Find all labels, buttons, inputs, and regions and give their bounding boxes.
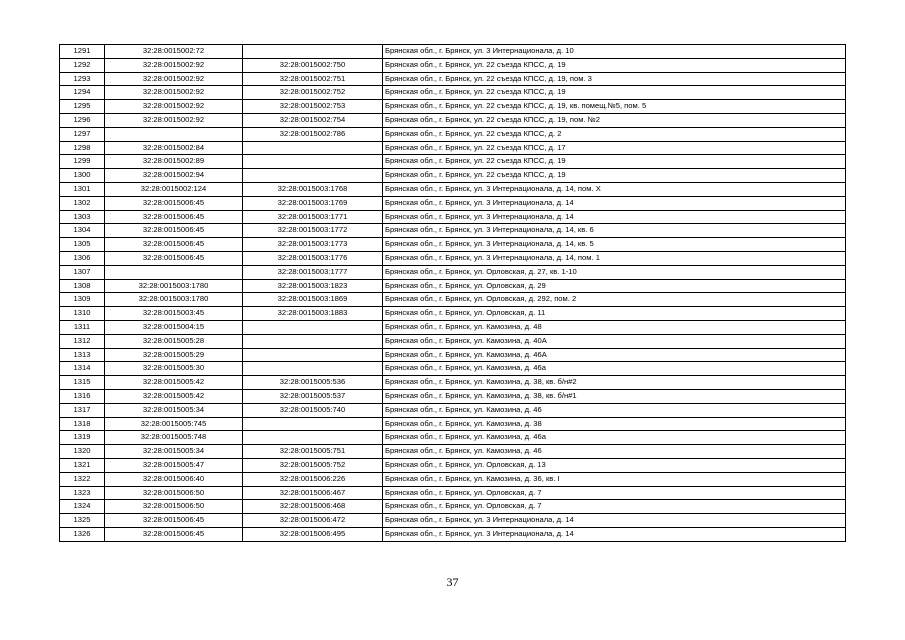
address-cell: Брянская обл., г. Брянск, ул. 3 Интернационала, д. 14, пом. X [383, 182, 846, 196]
cadastral-object-cell: 32:28:0015003:1768 [243, 182, 383, 196]
row-number-cell: 1324 [60, 500, 105, 514]
cadastral-object-cell [243, 320, 383, 334]
cadastral-parcel-cell: 32:28:0015003:1780 [105, 279, 243, 293]
table-row [60, 445, 846, 459]
cadastral-object-cell: 32:28:0015003:1869 [243, 293, 383, 307]
cadastral-object-cell: 32:28:0015006:472 [243, 514, 383, 528]
cadastral-object-cell: 32:28:0015003:1823 [243, 279, 383, 293]
row-number-cell: 1306 [60, 251, 105, 265]
table-row [60, 155, 846, 169]
cadastral-parcel-cell [105, 265, 243, 279]
cadastral-object-cell: 32:28:0015003:1771 [243, 210, 383, 224]
row-number-cell: 1302 [60, 196, 105, 210]
table-row [60, 238, 846, 252]
row-number-cell: 1293 [60, 72, 105, 86]
cadastral-object-cell [243, 169, 383, 183]
cadastral-parcel-cell: 32:28:0015002:92 [105, 86, 243, 100]
address-cell: Брянская обл., г. Брянск, ул. Орловская, д. 292, пом. 2 [383, 293, 846, 307]
cadastral-object-cell [243, 362, 383, 376]
table-row [60, 320, 846, 334]
table-row [60, 169, 846, 183]
address-cell: Брянская обл., г. Брянск, ул. Камозина, д. 46а [383, 362, 846, 376]
address-cell: Брянская обл., г. Брянск, ул. Камозина, д. 36, кв. I [383, 472, 846, 486]
address-cell: Брянская обл., г. Брянск, ул. Камозина, д. 46А [383, 348, 846, 362]
cadastral-object-cell: 32:28:0015003:1769 [243, 196, 383, 210]
table-row [60, 127, 846, 141]
row-number-cell: 1308 [60, 279, 105, 293]
cadastral-parcel-cell: 32:28:0015006:45 [105, 238, 243, 252]
registry-table-body [60, 45, 846, 542]
table-row [60, 113, 846, 127]
cadastral-parcel-cell: 32:28:0015005:42 [105, 389, 243, 403]
cadastral-object-cell: 32:28:0015002:786 [243, 127, 383, 141]
row-number-cell: 1321 [60, 458, 105, 472]
cadastral-object-cell: 32:28:0015006:495 [243, 527, 383, 541]
table-row [60, 403, 846, 417]
row-number-cell: 1312 [60, 334, 105, 348]
address-cell: Брянская обл., г. Брянск, ул. 3 Интернационала, д. 14 [383, 210, 846, 224]
cadastral-object-cell: 32:28:0015003:1776 [243, 251, 383, 265]
cadastral-object-cell: 32:28:0015003:1777 [243, 265, 383, 279]
address-cell: Брянская обл., г. Брянск, ул. 3 Интернационала, д. 10 [383, 45, 846, 59]
cadastral-parcel-cell: 32:28:0015005:34 [105, 445, 243, 459]
table-row [60, 251, 846, 265]
cadastral-parcel-cell: 32:28:0015006:45 [105, 514, 243, 528]
cadastral-object-cell: 32:28:0015006:226 [243, 472, 383, 486]
address-cell: Брянская обл., г. Брянск, ул. 22 съезда КПСС, д. 2 [383, 127, 846, 141]
cadastral-parcel-cell: 32:28:0015005:29 [105, 348, 243, 362]
row-number-cell: 1294 [60, 86, 105, 100]
cadastral-parcel-cell: 32:28:0015006:50 [105, 500, 243, 514]
table-row [60, 182, 846, 196]
cadastral-parcel-cell: 32:28:0015002:94 [105, 169, 243, 183]
address-cell: Брянская обл., г. Брянск, ул. Орловская, д. 11 [383, 307, 846, 321]
address-cell: Брянская обл., г. Брянск, ул. Камозина, д. 48 [383, 320, 846, 334]
cadastral-parcel-cell: 32:28:0015004:15 [105, 320, 243, 334]
cadastral-parcel-cell: 32:28:0015006:50 [105, 486, 243, 500]
cadastral-parcel-cell: 32:28:0015006:45 [105, 210, 243, 224]
address-cell: Брянская обл., г. Брянск, ул. 3 Интернационала, д. 14, пом. 1 [383, 251, 846, 265]
address-cell: Брянская обл., г. Брянск, ул. 22 съезда КПСС, д. 19 [383, 58, 846, 72]
cadastral-object-cell [243, 334, 383, 348]
address-cell: Брянская обл., г. Брянск, ул. 3 Интернационала, д. 14, кв. 5 [383, 238, 846, 252]
table-row [60, 210, 846, 224]
address-cell: Брянская обл., г. Брянск, ул. Камозина, д. 46а [383, 431, 846, 445]
address-cell: Брянская обл., г. Брянск, ул. 3 Интернационала, д. 14 [383, 527, 846, 541]
row-number-cell: 1319 [60, 431, 105, 445]
cadastral-object-cell [243, 45, 383, 59]
cadastral-object-cell: 32:28:0015005:752 [243, 458, 383, 472]
table-row [60, 293, 846, 307]
cadastral-parcel-cell: 32:28:0015006:45 [105, 527, 243, 541]
table-row [60, 500, 846, 514]
cadastral-parcel-cell: 32:28:0015002:92 [105, 72, 243, 86]
row-number-cell: 1304 [60, 224, 105, 238]
address-cell: Брянская обл., г. Брянск, ул. 22 съезда КПСС, д. 19 [383, 155, 846, 169]
table-row [60, 279, 846, 293]
table-row [60, 472, 846, 486]
row-number-cell: 1297 [60, 127, 105, 141]
table-row [60, 431, 846, 445]
registry-table [59, 44, 846, 542]
address-cell: Брянская обл., г. Брянск, ул. Камозина, д. 40А [383, 334, 846, 348]
cadastral-parcel-cell: 32:28:0015005:745 [105, 417, 243, 431]
table-row [60, 265, 846, 279]
row-number-cell: 1299 [60, 155, 105, 169]
row-number-cell: 1320 [60, 445, 105, 459]
table-row [60, 334, 846, 348]
cadastral-object-cell: 32:28:0015006:468 [243, 500, 383, 514]
table-row [60, 141, 846, 155]
cadastral-object-cell [243, 141, 383, 155]
address-cell: Брянская обл., г. Брянск, ул. Камозина, д. 38, кв. б/н#1 [383, 389, 846, 403]
cadastral-parcel-cell [105, 127, 243, 141]
cadastral-parcel-cell: 32:28:0015005:47 [105, 458, 243, 472]
row-number-cell: 1322 [60, 472, 105, 486]
cadastral-object-cell: 32:28:0015002:750 [243, 58, 383, 72]
row-number-cell: 1315 [60, 376, 105, 390]
cadastral-object-cell: 32:28:0015005:751 [243, 445, 383, 459]
cadastral-parcel-cell: 32:28:0015002:92 [105, 58, 243, 72]
cadastral-object-cell: 32:28:0015003:1772 [243, 224, 383, 238]
address-cell: Брянская обл., г. Брянск, ул. 22 съезда КПСС, д. 19, кв. помещ.№5, пом. 5 [383, 100, 846, 114]
cadastral-parcel-cell: 32:28:0015006:45 [105, 251, 243, 265]
cadastral-parcel-cell: 32:28:0015002:89 [105, 155, 243, 169]
row-number-cell: 1300 [60, 169, 105, 183]
row-number-cell: 1295 [60, 100, 105, 114]
address-cell: Брянская обл., г. Брянск, ул. Орловская, д. 13 [383, 458, 846, 472]
cadastral-parcel-cell: 32:28:0015002:72 [105, 45, 243, 59]
cadastral-object-cell [243, 348, 383, 362]
row-number-cell: 1323 [60, 486, 105, 500]
cadastral-object-cell: 32:28:0015005:740 [243, 403, 383, 417]
row-number-cell: 1303 [60, 210, 105, 224]
row-number-cell: 1326 [60, 527, 105, 541]
address-cell: Брянская обл., г. Брянск, ул. 3 Интернационала, д. 14 [383, 514, 846, 528]
row-number-cell: 1307 [60, 265, 105, 279]
row-number-cell: 1291 [60, 45, 105, 59]
row-number-cell: 1311 [60, 320, 105, 334]
address-cell: Брянская обл., г. Брянск, ул. 22 съезда КПСС, д. 19, пом. 3 [383, 72, 846, 86]
address-cell: Брянская обл., г. Брянск, ул. 3 Интернационала, д. 14, кв. 6 [383, 224, 846, 238]
address-cell: Брянская обл., г. Брянск, ул. Камозина, д. 38 [383, 417, 846, 431]
table-row [60, 486, 846, 500]
table-row [60, 196, 846, 210]
table-row [60, 224, 846, 238]
cadastral-parcel-cell: 32:28:0015006:45 [105, 224, 243, 238]
table-row [60, 458, 846, 472]
table-row [60, 376, 846, 390]
cadastral-object-cell [243, 155, 383, 169]
cadastral-parcel-cell: 32:28:0015002:124 [105, 182, 243, 196]
address-cell: Брянская обл., г. Брянск, ул. Камозина, д. 46 [383, 445, 846, 459]
cadastral-parcel-cell: 32:28:0015002:92 [105, 100, 243, 114]
table-row [60, 348, 846, 362]
cadastral-parcel-cell: 32:28:0015002:84 [105, 141, 243, 155]
table-row [60, 72, 846, 86]
row-number-cell: 1316 [60, 389, 105, 403]
table-row [60, 45, 846, 59]
address-cell: Брянская обл., г. Брянск, ул. 22 съезда КПСС, д. 19 [383, 169, 846, 183]
cadastral-parcel-cell: 32:28:0015005:34 [105, 403, 243, 417]
address-cell: Брянская обл., г. Брянск, ул. Орловская, д. 29 [383, 279, 846, 293]
row-number-cell: 1314 [60, 362, 105, 376]
address-cell: Брянская обл., г. Брянск, ул. Орловская, д. 27, кв. 1-10 [383, 265, 846, 279]
table-row [60, 527, 846, 541]
address-cell: Брянская обл., г. Брянск, ул. 3 Интернационала, д. 14 [383, 196, 846, 210]
address-cell: Брянская обл., г. Брянск, ул. Камозина, д. 46 [383, 403, 846, 417]
table-row [60, 514, 846, 528]
cadastral-object-cell: 32:28:0015005:536 [243, 376, 383, 390]
cadastral-object-cell: 32:28:0015002:752 [243, 86, 383, 100]
page-number: 37 [446, 575, 459, 589]
cadastral-object-cell: 32:28:0015006:467 [243, 486, 383, 500]
table-row [60, 100, 846, 114]
row-number-cell: 1296 [60, 113, 105, 127]
row-number-cell: 1318 [60, 417, 105, 431]
table-row [60, 362, 846, 376]
cadastral-parcel-cell: 32:28:0015005:30 [105, 362, 243, 376]
cadastral-parcel-cell: 32:28:0015005:28 [105, 334, 243, 348]
cadastral-object-cell: 32:28:0015002:751 [243, 72, 383, 86]
cadastral-parcel-cell: 32:28:0015003:45 [105, 307, 243, 321]
row-number-cell: 1305 [60, 238, 105, 252]
table-row [60, 389, 846, 403]
row-number-cell: 1310 [60, 307, 105, 321]
cadastral-parcel-cell: 32:28:0015005:42 [105, 376, 243, 390]
cadastral-object-cell: 32:28:0015003:1773 [243, 238, 383, 252]
table-row [60, 86, 846, 100]
address-cell: Брянская обл., г. Брянск, ул. 22 съезда КПСС, д. 19, пом. №2 [383, 113, 846, 127]
address-cell: Брянская обл., г. Брянск, ул. Орловская, д. 7 [383, 486, 846, 500]
row-number-cell: 1298 [60, 141, 105, 155]
address-cell: Брянская обл., г. Брянск, ул. 22 съезда КПСС, д. 17 [383, 141, 846, 155]
table-row [60, 58, 846, 72]
row-number-cell: 1325 [60, 514, 105, 528]
row-number-cell: 1292 [60, 58, 105, 72]
table-row [60, 307, 846, 321]
cadastral-parcel-cell: 32:28:0015003:1780 [105, 293, 243, 307]
address-cell: Брянская обл., г. Брянск, ул. 22 съезда КПСС, д. 19 [383, 86, 846, 100]
row-number-cell: 1317 [60, 403, 105, 417]
cadastral-object-cell: 32:28:0015005:537 [243, 389, 383, 403]
cadastral-object-cell: 32:28:0015003:1883 [243, 307, 383, 321]
table-row [60, 417, 846, 431]
cadastral-parcel-cell: 32:28:0015005:748 [105, 431, 243, 445]
cadastral-object-cell [243, 417, 383, 431]
cadastral-object-cell: 32:28:0015002:754 [243, 113, 383, 127]
address-cell: Брянская обл., г. Брянск, ул. Орловская, д. 7 [383, 500, 846, 514]
cadastral-parcel-cell: 32:28:0015002:92 [105, 113, 243, 127]
cadastral-object-cell: 32:28:0015002:753 [243, 100, 383, 114]
row-number-cell: 1301 [60, 182, 105, 196]
row-number-cell: 1309 [60, 293, 105, 307]
row-number-cell: 1313 [60, 348, 105, 362]
address-cell: Брянская обл., г. Брянск, ул. Камозина, д. 38, кв. б/н#2 [383, 376, 846, 390]
cadastral-parcel-cell: 32:28:0015006:45 [105, 196, 243, 210]
cadastral-parcel-cell: 32:28:0015006:40 [105, 472, 243, 486]
cadastral-object-cell [243, 431, 383, 445]
